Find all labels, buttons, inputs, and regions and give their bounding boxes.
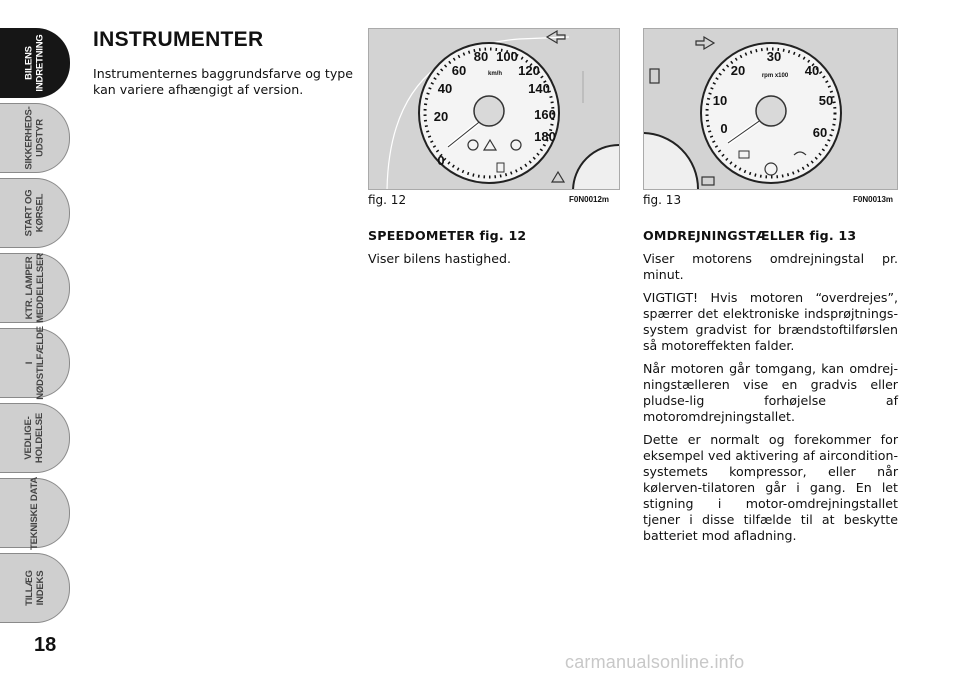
watermark: carmanualsonline.info: [565, 652, 745, 672]
tab-kontrollamper[interactable]: [0, 253, 70, 323]
rpm-label-60: 60: [812, 125, 828, 140]
tab-label: I NØDSTILFÆLDE: [23, 326, 46, 400]
speed-label-180: 180: [534, 129, 556, 144]
tab-sikkerhedsudstyr[interactable]: [0, 103, 70, 173]
figure-13-caption: fig. 13: [643, 193, 682, 207]
speed-label-140: 140: [528, 81, 550, 96]
page-number: 18: [34, 634, 57, 656]
tab-label: BILENS INDRETNING: [23, 34, 46, 92]
tachometer-figure: [643, 28, 898, 190]
speedometer-section: [368, 228, 620, 274]
rpm-label-30: 30: [766, 49, 782, 64]
speed-label-20: 20: [433, 109, 449, 124]
rpm-unit-label: rpm x100: [761, 73, 789, 79]
tab-vedligeholdelse[interactable]: [0, 403, 70, 473]
tab-tillaeg-indeks[interactable]: [0, 553, 70, 623]
speed-label-100: 100: [496, 49, 518, 64]
rpm-label-20: 20: [730, 63, 746, 78]
tab-label: START OG KØRSEL: [23, 189, 46, 237]
tab-label: TEKNISKE DATA: [29, 476, 40, 550]
tachometer-paragraph: VIGTIGT! Hvis motoren “overdrejes”, spærrer det elektroniske indsprøjtnings-system gradvist for brændstoftilførslen så motoreffekten falder.: [643, 290, 898, 353]
rpm-label-50: 50: [818, 93, 834, 108]
tachometer-heading: OMDREJNINGSTÆLLER fig. 13: [643, 228, 857, 243]
tab-start-og-korsel[interactable]: [0, 178, 70, 248]
speed-label-40: 40: [437, 81, 453, 96]
speedometer-heading: SPEEDOMETER fig. 12: [368, 228, 527, 243]
speedometer-description: Viser bilens hastighed.: [368, 251, 512, 266]
tachometer-illustration: [644, 29, 898, 190]
rpm-label-0: 0: [720, 121, 728, 136]
tachometer-paragraph: Når motoren går tomgang, kan omdrej-ningstælleren vise en gradvis eller pludse-lig forhøjelse af motoromdrejningstallet.: [643, 361, 898, 424]
tab-label: SIKKERHEDS- UDSTYR: [23, 106, 46, 170]
speed-label-120: 120: [518, 63, 540, 78]
figure-12-caption: fig. 12: [368, 193, 407, 207]
tab-label: KTR. LAMPER MEDDELELSER: [23, 253, 46, 323]
figure-12-code: F0N0012m: [569, 195, 610, 204]
tachometer-paragraph: Viser motorens omdrejningstal pr. minut.: [643, 251, 898, 282]
tachometer-section: [643, 228, 898, 551]
tab-tekniske-data[interactable]: [0, 478, 70, 548]
figure-13-code: F0N0013m: [853, 195, 894, 204]
speedometer-figure: [368, 28, 620, 190]
rpm-label-40: 40: [804, 63, 820, 78]
intro-text: Instrumenternes baggrundsfarve og type kan variere afhængigt af version.: [93, 66, 354, 97]
tab-bilens-indretning[interactable]: [0, 28, 70, 98]
speed-label-0: 0: [437, 153, 445, 168]
tab-label: TILLÆG INDEKS: [23, 570, 46, 606]
rpm-label-10: 10: [712, 93, 728, 108]
speedometer-illustration: [369, 29, 620, 190]
speed-unit-label: km/h: [487, 71, 503, 77]
speed-label-80: 80: [473, 49, 489, 64]
tachometer-paragraph: Dette er normalt og forekommer for eksempel ved aktivering af aircondition-systemets kompressor, eller når kølerven-tilatoren går i gang. En let stigning i motor-omdrejningstallet tjener i disse tilfælde til at beskytte batteriet mod afladning.: [643, 432, 898, 543]
speed-label-60: 60: [451, 63, 467, 78]
tab-i-nodstilfaelde[interactable]: [0, 328, 70, 398]
speed-label-160: 160: [534, 107, 556, 122]
tab-label: VEDLIGE- HOLDELSE: [23, 412, 46, 464]
page-title: INSTRUMENTER: [93, 28, 264, 51]
